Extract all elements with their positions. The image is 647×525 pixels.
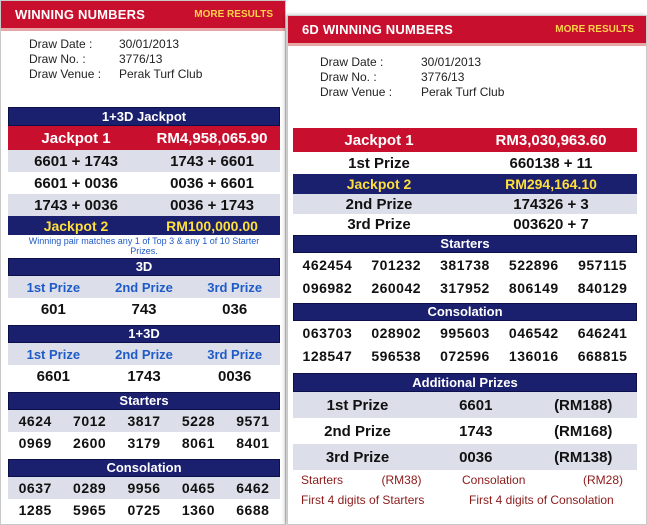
jackpot1-label: Jackpot 1 bbox=[344, 131, 414, 149]
footer-consolation-note: First 4 digits of Consolation bbox=[469, 493, 614, 507]
starter-number: 7012 bbox=[73, 413, 107, 429]
consolation-table bbox=[8, 459, 280, 521]
consolation-row bbox=[293, 321, 637, 344]
additional-prize-amount: (RM168) bbox=[554, 422, 613, 440]
winning-numbers-panel bbox=[0, 0, 286, 525]
draw-venue: Perak Turf Club bbox=[119, 67, 203, 81]
starter-number: 260042 bbox=[371, 279, 422, 296]
jackpot-pair: 6601 + 1743 bbox=[34, 152, 118, 170]
starters-row bbox=[8, 432, 280, 454]
threed-header-row bbox=[8, 276, 280, 298]
starters-title: Starters bbox=[293, 235, 637, 253]
draw-venue-label: Draw Venue : bbox=[29, 67, 102, 81]
jackpot2-row bbox=[293, 174, 637, 194]
draw-info bbox=[1, 31, 285, 107]
consolation-number: 9956 bbox=[127, 480, 161, 496]
panel-header bbox=[1, 1, 285, 31]
jackpot2-amount: RM294,164.10 bbox=[505, 176, 597, 192]
consolation-row bbox=[8, 499, 280, 521]
draw-no: 3776/13 bbox=[421, 70, 465, 84]
additional-prize-label: 1st Prize bbox=[326, 396, 389, 414]
starter-number: 957115 bbox=[578, 256, 628, 273]
consolation-number: 0725 bbox=[127, 502, 161, 518]
prize-value: 1743 bbox=[127, 367, 161, 385]
starter-number: 4624 bbox=[18, 413, 52, 429]
draw-no-label: Draw No. : bbox=[29, 52, 86, 66]
footer-consolation-amount: (RM28) bbox=[582, 473, 623, 487]
prize-header: 3rd Prize bbox=[207, 346, 263, 362]
draw-no: 3776/13 bbox=[119, 52, 163, 66]
starter-number: 317952 bbox=[440, 279, 490, 296]
additional-prizes-table bbox=[293, 373, 637, 510]
consolation-number: 1360 bbox=[181, 502, 215, 518]
jackpot-pair: 0036 + 1743 bbox=[170, 196, 254, 214]
prize-value: 0036 bbox=[217, 367, 252, 385]
second-prize-label: 2nd Prize bbox=[345, 195, 413, 213]
starter-number: 9571 bbox=[236, 413, 270, 429]
consolation-number: 046542 bbox=[508, 324, 559, 341]
jackpot-pair: 1743 + 0036 bbox=[34, 196, 118, 214]
additional-prize-row bbox=[293, 418, 637, 444]
sixd-jackpot-table bbox=[293, 128, 637, 234]
starter-number: 701232 bbox=[371, 256, 422, 273]
jackpot-pair: 6601 + 0036 bbox=[34, 174, 118, 192]
more-results-link[interactable]: MORE RESULTS bbox=[194, 9, 273, 20]
second-prize-row bbox=[293, 194, 637, 214]
jackpot1-row bbox=[8, 126, 280, 150]
onethreed-header-row bbox=[8, 343, 280, 365]
consolation-number: 6688 bbox=[236, 502, 270, 518]
consolation-title: Consolation bbox=[8, 459, 280, 477]
first-prize-label: 1st Prize bbox=[348, 154, 410, 172]
jackpot-pair-row bbox=[8, 172, 280, 194]
starter-number: 5228 bbox=[181, 413, 215, 429]
draw-date: 30/01/2013 bbox=[119, 37, 180, 51]
prize-header: 1st Prize bbox=[26, 346, 81, 362]
additional-prize-amount: (RM138) bbox=[554, 448, 613, 466]
more-results-link[interactable]: MORE RESULTS bbox=[555, 24, 634, 35]
threed-values-row bbox=[8, 298, 280, 320]
jackpot-pair: 1743 + 6601 bbox=[170, 152, 254, 170]
draw-date-label: Draw Date : bbox=[320, 55, 384, 69]
consolation-number: 136016 bbox=[508, 347, 559, 364]
starter-number: 0969 bbox=[18, 435, 52, 451]
additional-prize-row bbox=[293, 392, 637, 418]
starter-number: 3179 bbox=[127, 435, 161, 451]
consolation-number: 028902 bbox=[371, 324, 422, 341]
additional-prize-label: 3rd Prize bbox=[325, 448, 390, 466]
prize-value: 601 bbox=[40, 300, 66, 318]
jackpot-pair-row bbox=[8, 194, 280, 216]
consolation-number: 0465 bbox=[181, 480, 215, 496]
additional-prize-number: 6601 bbox=[459, 396, 493, 414]
consolation-title: Consolation bbox=[293, 303, 637, 321]
prize-value: 6601 bbox=[36, 367, 71, 385]
first-prize-value: 660138 + 11 bbox=[509, 154, 593, 172]
starter-number: 462454 bbox=[302, 256, 353, 273]
prize-value: 036 bbox=[222, 300, 248, 318]
jackpot2-amount: RM100,000.00 bbox=[166, 217, 258, 234]
draw-date-label: Draw Date : bbox=[29, 37, 93, 51]
jackpot-table bbox=[8, 107, 280, 258]
first-prize-row bbox=[293, 152, 637, 174]
panel-title: WINNING NUMBERS bbox=[15, 7, 146, 22]
starter-number: 806149 bbox=[508, 279, 559, 296]
prize-header: 2nd Prize bbox=[115, 279, 173, 295]
starter-number: 096982 bbox=[302, 279, 353, 296]
prize-header: 2nd Prize bbox=[115, 346, 173, 362]
jackpot1-label: Jackpot 1 bbox=[41, 129, 111, 147]
sixd-starters-table bbox=[293, 235, 637, 299]
starters-row bbox=[293, 276, 637, 299]
starter-number: 381738 bbox=[440, 256, 490, 273]
consolation-number: 0637 bbox=[18, 480, 52, 496]
sixd-winning-numbers-panel bbox=[287, 15, 647, 525]
starter-number: 2600 bbox=[73, 435, 107, 451]
prize-value: 743 bbox=[131, 300, 157, 318]
draw-info bbox=[288, 46, 646, 128]
threed-title: 3D bbox=[8, 258, 280, 276]
additional-footer-notes bbox=[293, 490, 637, 510]
consolation-row bbox=[293, 344, 637, 367]
panel-title: 6D WINNING NUMBERS bbox=[302, 22, 453, 37]
jackpot2-row bbox=[8, 216, 280, 235]
jackpot-pair: 0036 + 6601 bbox=[170, 174, 254, 192]
consolation-number: 6462 bbox=[236, 480, 270, 496]
additional-prize-number: 0036 bbox=[459, 448, 493, 466]
additional-prizes-title: Additional Prizes bbox=[293, 373, 637, 392]
onethreed-title: 1+3D bbox=[8, 325, 280, 343]
consolation-number: 596538 bbox=[371, 347, 422, 364]
starters-title: Starters bbox=[8, 392, 280, 410]
footer-starters-amount: (RM38) bbox=[381, 473, 422, 487]
jackpot1-amount: RM3,030,963.60 bbox=[495, 131, 607, 149]
jackpot-pair-row bbox=[8, 150, 280, 172]
draw-venue: Perak Turf Club bbox=[421, 85, 505, 99]
footer-consolation-label: Consolation bbox=[462, 473, 526, 487]
starter-number: 840129 bbox=[577, 279, 628, 296]
third-prize-row bbox=[293, 214, 637, 234]
additional-prize-row bbox=[293, 444, 637, 470]
consolation-number: 128547 bbox=[302, 347, 353, 364]
starter-number: 8401 bbox=[236, 435, 270, 451]
jackpot2-label: Jackpot 2 bbox=[346, 176, 412, 192]
consolation-number: 072596 bbox=[440, 347, 490, 364]
prize-header: 3rd Prize bbox=[207, 279, 263, 295]
jackpot1-amount: RM4,958,065.90 bbox=[156, 129, 268, 147]
panel-header bbox=[288, 16, 646, 46]
starters-table bbox=[8, 392, 280, 454]
additional-prize-label: 2nd Prize bbox=[324, 422, 391, 440]
consolation-number: 995603 bbox=[440, 324, 490, 341]
second-prize-value: 174326 + 3 bbox=[513, 195, 589, 213]
starter-number: 8061 bbox=[181, 435, 215, 451]
additional-prize-number: 1743 bbox=[459, 422, 493, 440]
prize-header: 1st Prize bbox=[26, 279, 81, 295]
onethreed-values-row bbox=[8, 365, 280, 387]
onethreed-table bbox=[8, 325, 280, 387]
footer-starters-label: Starters bbox=[301, 473, 344, 487]
consolation-number: 0289 bbox=[73, 480, 107, 496]
consolation-number: 1285 bbox=[18, 502, 52, 518]
additional-footer-amounts bbox=[293, 470, 637, 490]
jackpot1-row bbox=[293, 128, 637, 152]
consolation-row bbox=[8, 477, 280, 499]
third-prize-label: 3rd Prize bbox=[347, 215, 411, 233]
third-prize-value: 003620 + 7 bbox=[513, 215, 589, 233]
draw-date: 30/01/2013 bbox=[421, 55, 482, 69]
threed-table bbox=[8, 258, 280, 320]
sixd-consolation-table bbox=[293, 303, 637, 367]
consolation-number: 646241 bbox=[577, 324, 628, 341]
footer-starters-note: First 4 digits of Starters bbox=[301, 493, 425, 507]
consolation-number: 668815 bbox=[577, 347, 628, 364]
starter-number: 3817 bbox=[127, 413, 161, 429]
draw-no-label: Draw No. : bbox=[320, 70, 377, 84]
consolation-number: 063703 bbox=[302, 324, 353, 341]
starters-row bbox=[293, 253, 637, 276]
jackpot-note: Winning pair matches any 1 of Top 3 & any 1 of 10 Starter Prizes. bbox=[8, 235, 280, 258]
jackpot-section-title: 1+3D Jackpot bbox=[8, 107, 280, 126]
jackpot2-label: Jackpot 2 bbox=[43, 217, 109, 234]
starters-row bbox=[8, 410, 280, 432]
additional-prize-amount: (RM188) bbox=[554, 396, 613, 414]
draw-venue-label: Draw Venue : bbox=[320, 85, 393, 99]
consolation-number: 5965 bbox=[73, 502, 107, 518]
starter-number: 522896 bbox=[508, 256, 559, 273]
